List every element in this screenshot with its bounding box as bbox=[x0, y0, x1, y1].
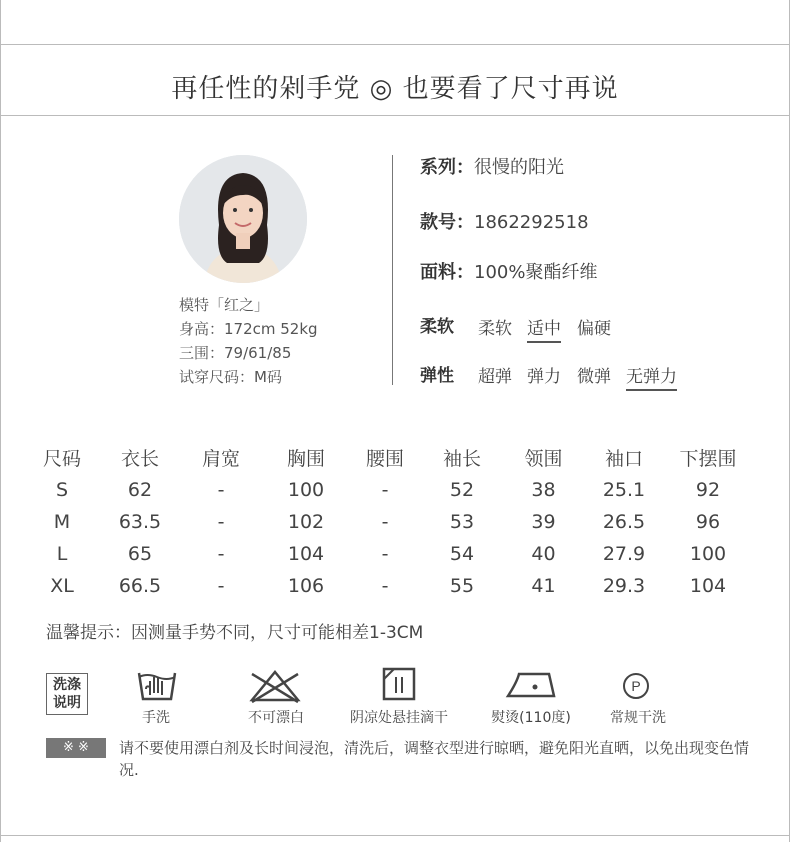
table-cell: 55 bbox=[449, 575, 475, 597]
iron-label: 熨烫(110度) bbox=[491, 710, 571, 726]
table-cell: 104 bbox=[689, 575, 727, 597]
series-label: 系列： bbox=[420, 157, 474, 178]
header-shoulder: 肩宽 bbox=[201, 447, 240, 470]
softness-label: 柔软 bbox=[420, 317, 454, 337]
size-tip: 温馨提示：因测量手势不同，尺寸可能相差1-3CM bbox=[46, 623, 424, 643]
drip-dry-label: 阴凉处悬挂滴干 bbox=[350, 710, 448, 726]
table-cell: 66.5 bbox=[118, 575, 162, 597]
header-collar: 领围 bbox=[524, 447, 563, 470]
fabric-row bbox=[420, 258, 597, 284]
table-cell: 54 bbox=[449, 543, 475, 565]
hand-wash-icon bbox=[136, 665, 178, 707]
table-cell: 62 bbox=[127, 479, 153, 501]
header-length: 衣长 bbox=[120, 447, 159, 470]
table-row bbox=[26, 506, 749, 538]
bottom-divider bbox=[0, 835, 790, 836]
series-row bbox=[420, 153, 564, 179]
elasticity-label: 弹性 bbox=[420, 366, 454, 386]
wash-box-line1: 洗涤 bbox=[53, 677, 81, 693]
top-divider bbox=[0, 44, 790, 45]
table-row bbox=[26, 538, 749, 570]
wash-instructions-box bbox=[46, 673, 88, 715]
table-cell: 106 bbox=[287, 575, 325, 597]
table-cell: 104 bbox=[287, 543, 325, 565]
table-cell: - bbox=[381, 543, 389, 565]
header-hem: 下摆围 bbox=[679, 447, 737, 470]
softness-option-soft: 柔软 bbox=[478, 319, 512, 339]
softness-option-medium: 适中 bbox=[527, 314, 561, 343]
table-cell: 102 bbox=[287, 511, 325, 533]
dry-clean-label: 常规干洗 bbox=[610, 710, 666, 726]
table-cell: 63.5 bbox=[118, 511, 162, 533]
svg-text:P: P bbox=[631, 678, 641, 694]
elasticity-option-none: 无弹力 bbox=[626, 362, 677, 391]
table-cell: 29.3 bbox=[602, 575, 646, 597]
table-cell: 65 bbox=[127, 543, 153, 565]
table-cell: 27.9 bbox=[602, 543, 646, 565]
table-row bbox=[26, 570, 749, 602]
table-cell: - bbox=[217, 543, 225, 565]
sku-value: 1862292518 bbox=[474, 212, 589, 233]
drip-dry-icon bbox=[382, 667, 416, 705]
no-bleach-icon bbox=[248, 668, 302, 708]
model-size: 试穿尺码：M码 bbox=[179, 368, 282, 386]
elasticity-option-elastic: 弹力 bbox=[527, 367, 561, 387]
table-cell: 100 bbox=[287, 479, 325, 501]
wash-box-line2: 说明 bbox=[53, 695, 81, 711]
left-border bbox=[0, 0, 1, 842]
sku-label: 款号： bbox=[420, 212, 474, 233]
table-cell: 92 bbox=[695, 479, 721, 501]
fabric-value: 100%聚酯纤维 bbox=[474, 262, 598, 283]
table-cell: - bbox=[217, 511, 225, 533]
table-cell: - bbox=[217, 575, 225, 597]
series-value: 很慢的阳光 bbox=[474, 157, 564, 178]
table-cell: 39 bbox=[531, 511, 556, 533]
table-cell: 26.5 bbox=[602, 511, 646, 533]
table-cell: XL bbox=[50, 575, 74, 597]
model-measurements: 三围：79/61/85 bbox=[179, 344, 292, 362]
header-sleeve: 袖长 bbox=[442, 447, 481, 470]
header-size: 尺码 bbox=[42, 447, 81, 470]
model-height-weight: 身高：172cm 52kg bbox=[179, 320, 318, 338]
size-table-header bbox=[26, 440, 749, 474]
softness-option-hard: 偏硬 bbox=[577, 319, 611, 339]
table-cell: L bbox=[56, 543, 68, 565]
table-cell: - bbox=[217, 479, 225, 501]
model-avatar bbox=[179, 155, 307, 283]
size-table bbox=[26, 440, 749, 602]
header-waist: 腰围 bbox=[365, 447, 404, 470]
model-name: 模特「红之」 bbox=[179, 296, 270, 314]
sku-row bbox=[420, 208, 589, 234]
care-note: 请不要使用漂白剂及长时间浸泡，清洗后，调整衣型进行晾晒，避免阳光直晒，以免出现变色情况. bbox=[119, 739, 750, 779]
iron-icon bbox=[505, 668, 557, 704]
dry-clean-icon bbox=[622, 672, 650, 704]
no-bleach-label: 不可漂白 bbox=[248, 710, 304, 726]
hand-wash-label: 手洗 bbox=[142, 710, 170, 726]
title-divider bbox=[0, 115, 790, 116]
table-cell: 41 bbox=[531, 575, 556, 597]
header-cuff: 袖口 bbox=[604, 447, 643, 470]
table-cell: S bbox=[55, 479, 69, 501]
elasticity-option-slight: 微弹 bbox=[577, 367, 611, 387]
table-cell: 38 bbox=[531, 479, 556, 501]
table-cell: 25.1 bbox=[602, 479, 646, 501]
header-chest: 胸围 bbox=[286, 447, 325, 470]
table-cell: 100 bbox=[689, 543, 727, 565]
table-cell: 52 bbox=[449, 479, 475, 501]
page-title: 再任性的剁手党 ◎ 也要看了尺寸再说 bbox=[171, 74, 619, 104]
table-cell: 96 bbox=[695, 511, 721, 533]
fabric-label: 面料： bbox=[420, 262, 474, 283]
table-row bbox=[26, 474, 749, 506]
table-cell: - bbox=[381, 511, 389, 533]
note-tag: ※ ※ bbox=[46, 738, 106, 758]
info-divider bbox=[392, 155, 393, 385]
table-cell: - bbox=[381, 575, 389, 597]
table-cell: M bbox=[53, 511, 71, 533]
elasticity-option-super: 超弹 bbox=[478, 367, 512, 387]
table-cell: - bbox=[381, 479, 389, 501]
table-cell: 53 bbox=[449, 511, 475, 533]
table-cell: 40 bbox=[531, 543, 556, 565]
